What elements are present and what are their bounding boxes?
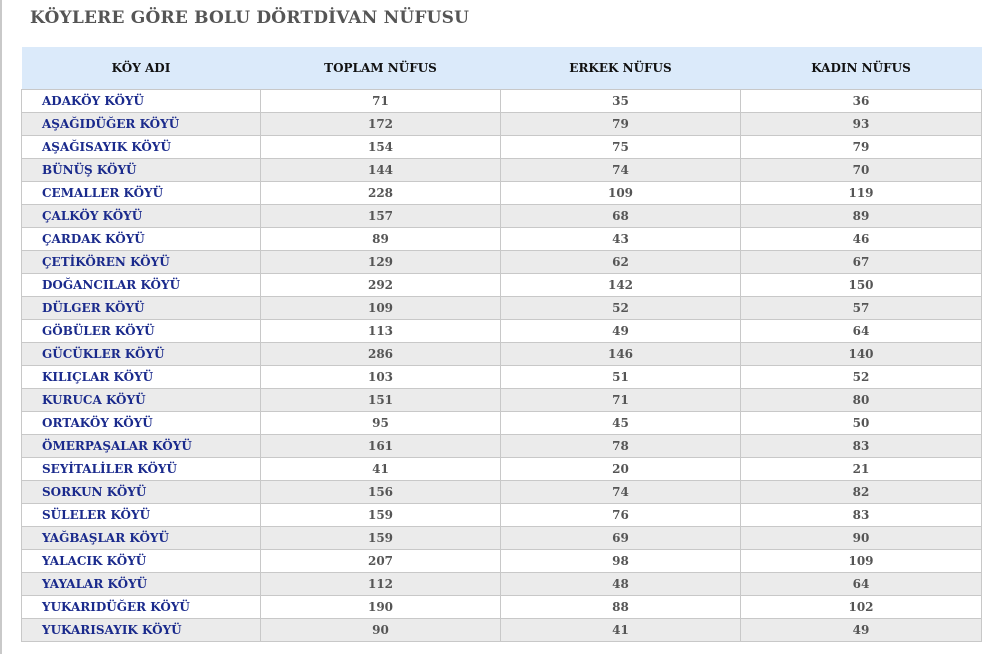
male-population-cell: 79 bbox=[501, 112, 741, 135]
female-population-cell: 82 bbox=[741, 480, 982, 503]
table-row bbox=[22, 365, 982, 388]
total-population-cell: 109 bbox=[261, 296, 501, 319]
village-name-link[interactable]: AŞAĞISAYIK KÖYÜ bbox=[22, 135, 261, 158]
total-population-cell: 154 bbox=[261, 135, 501, 158]
male-population-cell: 45 bbox=[501, 411, 741, 434]
table-row bbox=[22, 526, 982, 549]
total-population-cell: 159 bbox=[261, 503, 501, 526]
female-population-cell: 70 bbox=[741, 158, 982, 181]
total-population-cell: 103 bbox=[261, 365, 501, 388]
female-population-cell: 150 bbox=[741, 273, 982, 296]
female-population-cell: 90 bbox=[741, 526, 982, 549]
table-row bbox=[22, 388, 982, 411]
male-population-cell: 20 bbox=[501, 457, 741, 480]
total-population-cell: 286 bbox=[261, 342, 501, 365]
male-population-cell: 74 bbox=[501, 480, 741, 503]
male-population-cell: 142 bbox=[501, 273, 741, 296]
total-population-cell: 157 bbox=[261, 204, 501, 227]
male-population-cell: 35 bbox=[501, 89, 741, 112]
male-population-cell: 76 bbox=[501, 503, 741, 526]
total-population-cell: 207 bbox=[261, 549, 501, 572]
total-population-cell: 292 bbox=[261, 273, 501, 296]
column-header-village-name: KÖY ADI bbox=[111, 60, 171, 75]
total-population-cell: 151 bbox=[261, 388, 501, 411]
total-population-cell: 90 bbox=[261, 618, 501, 641]
male-population-cell: 74 bbox=[501, 158, 741, 181]
female-population-cell: 46 bbox=[741, 227, 982, 250]
table-row bbox=[22, 572, 982, 595]
total-population-cell: 89 bbox=[261, 227, 501, 250]
male-population-cell: 51 bbox=[501, 365, 741, 388]
total-population-cell: 144 bbox=[261, 158, 501, 181]
female-population-cell: 80 bbox=[741, 388, 982, 411]
table-row bbox=[22, 342, 982, 365]
female-population-cell: 102 bbox=[741, 595, 982, 618]
male-population-cell: 109 bbox=[501, 181, 741, 204]
total-population-cell: 112 bbox=[261, 572, 501, 595]
male-population-cell: 43 bbox=[501, 227, 741, 250]
village-name-link[interactable]: GÜCÜKLER KÖYÜ bbox=[22, 342, 261, 365]
total-population-cell: 172 bbox=[261, 112, 501, 135]
village-name-link[interactable]: ÇALKÖY KÖYÜ bbox=[22, 204, 261, 227]
table-row bbox=[22, 181, 982, 204]
female-population-cell: 49 bbox=[741, 618, 982, 641]
female-population-cell: 93 bbox=[741, 112, 982, 135]
female-population-cell: 83 bbox=[741, 434, 982, 457]
village-name-link[interactable]: ÖMERPAŞALAR KÖYÜ bbox=[22, 434, 261, 457]
table-header bbox=[22, 47, 982, 89]
village-name-link[interactable]: AŞAĞIDÜĞER KÖYÜ bbox=[22, 112, 261, 135]
village-name-link[interactable]: DOĞANCILAR KÖYÜ bbox=[22, 273, 261, 296]
village-name-link[interactable]: ÇARDAK KÖYÜ bbox=[22, 227, 261, 250]
table-row bbox=[22, 227, 982, 250]
female-population-cell: 109 bbox=[741, 549, 982, 572]
total-population-cell: 159 bbox=[261, 526, 501, 549]
total-population-cell: 129 bbox=[261, 250, 501, 273]
table-row bbox=[22, 135, 982, 158]
table-row bbox=[22, 411, 982, 434]
male-population-cell: 48 bbox=[501, 572, 741, 595]
table-row bbox=[22, 112, 982, 135]
total-population-cell: 113 bbox=[261, 319, 501, 342]
female-population-cell: 83 bbox=[741, 503, 982, 526]
table-row bbox=[22, 89, 982, 112]
male-population-cell: 52 bbox=[501, 296, 741, 319]
table-row bbox=[22, 434, 982, 457]
village-name-link[interactable]: CEMALLER KÖYÜ bbox=[22, 181, 261, 204]
table-row bbox=[22, 319, 982, 342]
village-name-link[interactable]: YUKARIDÜĞER KÖYÜ bbox=[22, 595, 261, 618]
village-name-link[interactable]: YAYALAR KÖYÜ bbox=[22, 572, 261, 595]
male-population-cell: 78 bbox=[501, 434, 741, 457]
female-population-cell: 79 bbox=[741, 135, 982, 158]
village-name-link[interactable]: GÖBÜLER KÖYÜ bbox=[22, 319, 261, 342]
male-population-cell: 146 bbox=[501, 342, 741, 365]
village-name-link[interactable]: KILIÇLAR KÖYÜ bbox=[22, 365, 261, 388]
male-population-cell: 41 bbox=[501, 618, 741, 641]
table-row bbox=[22, 595, 982, 618]
village-name-link[interactable]: YALACIK KÖYÜ bbox=[22, 549, 261, 572]
table-row bbox=[22, 457, 982, 480]
table-row bbox=[22, 549, 982, 572]
total-population-cell: 71 bbox=[261, 89, 501, 112]
total-population-cell: 41 bbox=[261, 457, 501, 480]
table-body bbox=[22, 89, 982, 641]
male-population-cell: 98 bbox=[501, 549, 741, 572]
population-table bbox=[21, 47, 982, 642]
female-population-cell: 64 bbox=[741, 572, 982, 595]
table-row bbox=[22, 480, 982, 503]
village-name-link[interactable]: YAĞBAŞLAR KÖYÜ bbox=[22, 526, 261, 549]
female-population-cell: 140 bbox=[741, 342, 982, 365]
table-row bbox=[22, 250, 982, 273]
table-row bbox=[22, 618, 982, 641]
female-population-cell: 36 bbox=[741, 89, 982, 112]
village-name-link[interactable]: YUKARISAYIK KÖYÜ bbox=[22, 618, 261, 641]
village-name-link[interactable]: SORKUN KÖYÜ bbox=[22, 480, 261, 503]
table-row bbox=[22, 503, 982, 526]
table-row bbox=[22, 158, 982, 181]
female-population-cell: 64 bbox=[741, 319, 982, 342]
village-name-link[interactable]: ORTAKÖY KÖYÜ bbox=[22, 411, 261, 434]
village-name-link[interactable]: ADAKÖY KÖYÜ bbox=[22, 89, 261, 112]
female-population-cell: 52 bbox=[741, 365, 982, 388]
male-population-cell: 62 bbox=[501, 250, 741, 273]
village-name-link[interactable]: SÜLELER KÖYÜ bbox=[22, 503, 261, 526]
total-population-cell: 228 bbox=[261, 181, 501, 204]
female-population-cell: 119 bbox=[741, 181, 982, 204]
total-population-cell: 161 bbox=[261, 434, 501, 457]
female-population-cell: 21 bbox=[741, 457, 982, 480]
male-population-cell: 88 bbox=[501, 595, 741, 618]
table-row bbox=[22, 204, 982, 227]
column-header-total-population: TOPLAM NÜFUS bbox=[324, 60, 437, 75]
page-title: KÖYLERE GÖRE BOLU DÖRTDİVAN NÜFUSU bbox=[30, 8, 470, 28]
male-population-cell: 49 bbox=[501, 319, 741, 342]
female-population-cell: 67 bbox=[741, 250, 982, 273]
total-population-cell: 156 bbox=[261, 480, 501, 503]
total-population-cell: 95 bbox=[261, 411, 501, 434]
female-population-cell: 89 bbox=[741, 204, 982, 227]
male-population-cell: 71 bbox=[501, 388, 741, 411]
village-name-link[interactable]: ÇETİKÖREN KÖYÜ bbox=[22, 250, 261, 273]
page-left-border bbox=[0, 0, 2, 654]
village-name-link[interactable]: SEYİTALİLER KÖYÜ bbox=[22, 457, 261, 480]
female-population-cell: 57 bbox=[741, 296, 982, 319]
table-header-row bbox=[22, 47, 982, 89]
total-population-cell: 190 bbox=[261, 595, 501, 618]
table-row bbox=[22, 296, 982, 319]
male-population-cell: 69 bbox=[501, 526, 741, 549]
village-name-link[interactable]: KURUCA KÖYÜ bbox=[22, 388, 261, 411]
column-header-male-population: ERKEK NÜFUS bbox=[569, 60, 672, 75]
female-population-cell: 50 bbox=[741, 411, 982, 434]
table-row bbox=[22, 273, 982, 296]
village-name-link[interactable]: DÜLGER KÖYÜ bbox=[22, 296, 261, 319]
column-header-female-population: KADIN NÜFUS bbox=[811, 60, 911, 75]
village-name-link[interactable]: BÜNÜŞ KÖYÜ bbox=[22, 158, 261, 181]
male-population-cell: 68 bbox=[501, 204, 741, 227]
male-population-cell: 75 bbox=[501, 135, 741, 158]
